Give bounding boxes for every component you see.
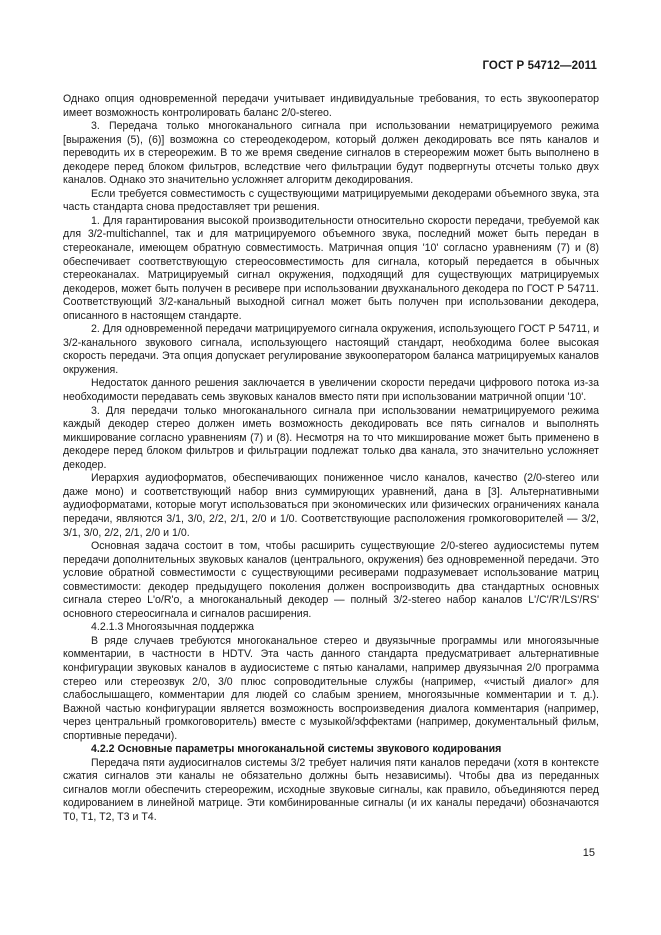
document-body <box>63 93 599 825</box>
paragraph-format-hierarchy: Иерархия аудиоформатов, обеспечивающих пониженное число каналов, качество (2/0-stereo или даже моно) и соответствующий набор вниз суммирующих уравнений, дана в [3]. Альтернативными аудиоформатами, которые могут использоваться при экономических или физических ограничениях канала передачи, являются 3/1, 3/0, 2/2, 2/1, 2/0 и 1/0. Соответствующие расположения громкоговорителей — 3/2, 3/1, 3/0, 2/2, 2/1, 2/0 и 1/0. <box>63 472 599 539</box>
section-heading-4-2-2: 4.2.2 Основные параметры многоканальной системы звукового кодирования <box>91 743 502 756</box>
page-number: 15 <box>582 847 595 859</box>
paragraph-option-note: Однако опция одновременной передачи учитывает индивидуальные требования, то есть звукооператор имеет возможность контролировать баланс 2/0-stereo. <box>63 93 599 119</box>
paragraph-main-task: Основная задача состоит в том, чтобы расширить существующие 2/0-stereo аудиосистемы путем передачи дополнительных звуковых каналов (центрального, окружения) без одновременной передачи. Это условие обратной совместимости с существующими ресиверами подразумевает использование матриц совместимости: декодер предыдущего поколения должен воспроизводить два стандартных основных сигнала стерео L'o/R'o, а многоканальный декодер — полный 3/2-stereo набор каналов L'/C'/R'/LS'/RS' основного стереосигнала и сигналов расширения. <box>63 540 599 620</box>
paragraph-drawback: Недостаток данного решения заключается в увеличении скорости передачи цифрового потока из-за необходимости передавать семь звуковых каналов вместо пяти при использовании матричной опции '10'. <box>63 377 599 404</box>
paragraph-compatibility-intro: Если требуется совместимость с существующими матрицируемыми декодерами объемного звука, эта часть стандарта снова предоставляет три решения. <box>63 187 599 214</box>
paragraph-solution-2: 2. Для одновременной передачи матрицируемого сигнала окружения, использующего ГОСТ Р 54711, и 3/2-канального звукового сигнала, использующего настоящий стандарт, необходима более высокая скорость передачи. Эта опция допускает регулирование звукооператором баланса матрицируемых каналов окружения. <box>63 323 599 376</box>
paragraph-transmission-channels: Передача пяти аудиосигналов системы 3/2 требует наличия пяти каналов передачи (хотя в контексте сжатия сигналов эти каналы не обязательно должны быть независимы). Чтобы два из переданных сигналов могли обеспечить стереорежим, исходные звуковые сигналы, как правило, объединяются перед кодированием в линейной матрице. Эти комбинированные сигналы (и их каналы передачи) обозначаются T0, T1, T2, T3 и T4. <box>63 756 599 823</box>
paragraph-item-3-nonmatrix: 3. Передача только многоканального сигнала при использовании нематрицируемого режима [выражения (5), (6)] возможна со стереодекодером, который должен декодировать все пять каналов и переводить их в стереорежим. В то же время сведение сигналов в стереорежим может быть выполнено в декодере перед блоком фильтров, вследствие чего фильтрации будут подвергнуты отсчеты только двух каналов. Однако это значительно усложняет алгоритм декодирования. <box>63 120 599 187</box>
section-heading-4-2-1-3: 4.2.1.3 Многоязычная поддержка <box>91 621 254 634</box>
page-header-standard-id: ГОСТ Р 54712—2011 <box>482 60 597 72</box>
paragraph-multilingual: В ряде случаев требуются многоканальное стерео и двуязычные программы или многоязычные комментарии, в частности в HDTV. Эта часть данного стандарта предусматривает альтернативные конфигурации звуковых каналов в аудиосистеме с пятью каналами, например двуязычная 2/0 программа стерео или стереозвук 2/0, 3/0 плюс сопроводительные службы (например, «чистый диалог» для слабослышащего, комментарии для людей со слабым зрением, многоязычные комментарии и т. д.). Важной частью конфигурации является возможность воспроизведения диалога комментария (например, через центральный громкоговоритель) вместе с музыкой/эффектами (например, документальный фильм, спортивные передачи). <box>63 634 599 742</box>
paragraph-solution-3: 3. Для передачи только многоканального сигнала при использовании нематрицируемого режима каждый декодер стерео должен иметь возможность декодировать все пять сигналов и выполнять микширование согласно уравнениям (7) и (8). Несмотря на то что микширование может быть применено в декодере перед блоком фильтров и фильтрации подлежат только два канала, это значительно усложняет декодер. <box>63 404 599 471</box>
paragraph-solution-1: 1. Для гарантирования высокой производительности относительно скорости передачи, требуемой как для 3/2-multichannel, так и для матрицируемого объемного звука, последний может быть передан в стереоканале, имеющем обратную совместимость. Матричная опция '10' согласно уравнениям (7) и (8) обеспечивает соответствующую стереосовместимость для сигнала, который передается в обычных стереоканалах. Матрицируемый сигнал окружения, подходящий для существующих матрицируемых декодеров, может быть получен в ресивере при использовании двухканального декодера по ГОСТ Р 54711. Соответствующий 3/2-канальный выходной сигнал может быть получен при использовании декодера, описанного в настоящем стандарте. <box>63 214 599 322</box>
